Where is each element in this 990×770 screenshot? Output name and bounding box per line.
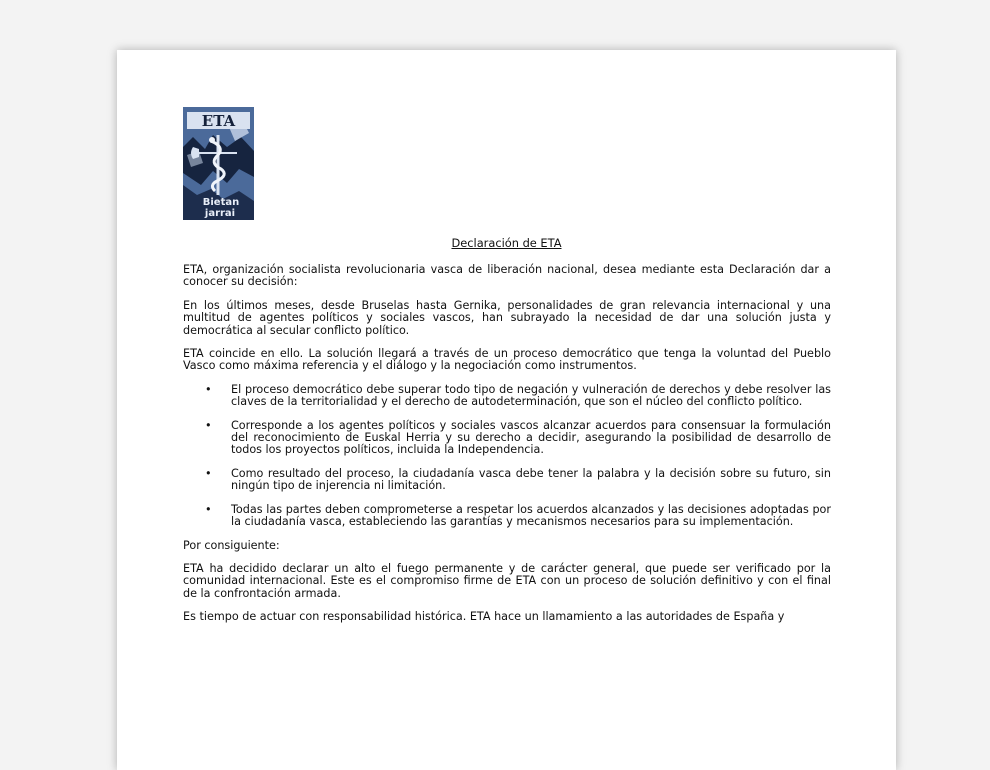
bullet-icon: • xyxy=(205,382,212,396)
eta-logo-graphic xyxy=(183,107,254,220)
paragraph: En los últimos meses, desde Bruselas hasta Gernika, personalidades de gran relevancia internacional y una multitud de agentes políticos y sociales vascos, han subrayado la necesidad de dar una solución justa y democrática al secular conflicto político. xyxy=(183,298,831,337)
bullet-item xyxy=(183,420,831,457)
bullet-icon: • xyxy=(205,418,212,432)
bullet-item xyxy=(183,504,831,529)
bullet-text: El proceso democrático debe superar todo tipo de negación y vulneración de derechos y debe resolver las claves de la territorialidad y el derecho de autodeterminación, que son el núcleo del conflicto político. xyxy=(231,382,831,409)
eta-logo xyxy=(183,107,254,220)
bullet-text: Todas las partes deben comprometerse a respetar los acuerdos alcanzados y las decisiones adoptadas por la ciudadanía vasca, estableciendo las garantías y mecanismos necesarios para su implementación. xyxy=(231,502,831,529)
document-body xyxy=(183,264,831,635)
bullet-icon: • xyxy=(205,466,212,480)
bullet-item xyxy=(183,468,831,493)
bullet-text: Como resultado del proceso, la ciudadanía vasca debe tener la palabra y la decisión sobre su futuro, sin ningún tipo de injerencia ni limitación. xyxy=(231,466,831,493)
paragraph: ETA, organización socialista revolucionaria vasca de liberación nacional, desea mediante esta Declaración dar a conocer su decisión: xyxy=(183,263,831,289)
bullet-list xyxy=(183,384,831,529)
paragraph: ETA coincide en ello. La solución llegará a través de un proceso democrático que tenga la voluntad del Pueblo Vasco como máxima referencia y el diálogo y la negociación como instrumentos. xyxy=(183,347,831,373)
paragraph: ETA ha decidido declarar un alto el fuego permanente y de carácter general, que puede ser verificado por la comunidad internacional. Este es el compromiso firme de ETA con un proceso de solución definitivo y con el final de la confrontación armada. xyxy=(183,561,831,600)
paragraph: Es tiempo de actuar con responsabilidad histórica. ETA hace un llamamiento a las autoridades de España y xyxy=(183,610,785,624)
bullet-icon: • xyxy=(205,502,212,516)
axe-blade xyxy=(191,147,199,159)
logo-bottom-text-line1: Bietan xyxy=(202,197,240,208)
logo-top-text: ETA xyxy=(201,112,236,130)
document-page xyxy=(117,50,896,770)
bullet-text: Corresponde a los agentes políticos y sociales vascos alcanzar acuerdos para consensuar la formulación del reconocimiento de Euskal Herria y su derecho a decidir, asegurando la posibilidad de desarrollo de todos los proyectos políticos, incluida la Independencia. xyxy=(231,418,831,457)
bullet-item xyxy=(183,384,831,409)
logo-bottom-text-line2: jarrai xyxy=(204,208,236,219)
paragraph: Por consiguiente: xyxy=(183,538,280,552)
document-title: Declaración de ETA xyxy=(451,236,562,250)
snake-head xyxy=(209,137,215,143)
